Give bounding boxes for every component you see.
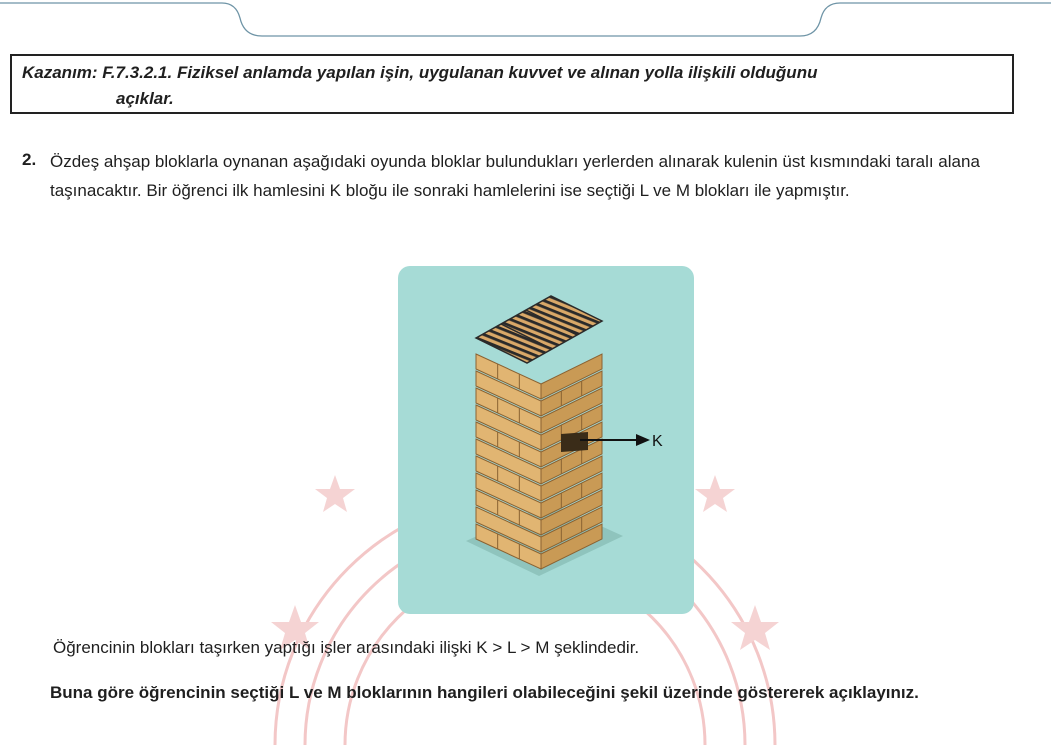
objective-box	[10, 54, 1014, 114]
question-text: Özdeş ahşap bloklarla oynanan aşağıdaki oyunda bloklar bulundukları yerlerden alınarak kulenin üst kısmındaki taralı alana taşınacaktır. Bir öğrenci ilk hamlesini K bloğu ile sonraki hamlelerini ise seçtiği L ve M blokları ile yapmıştır.	[50, 152, 980, 200]
objective-text-line1: Kazanım: F.7.3.2.1. Fiziksel anlamda yapılan işin, uygulanan kuvvet ve alınan yolla ilişkili olduğunu	[22, 63, 818, 82]
k-arrowhead	[636, 434, 650, 446]
relation-statement: Öğrencinin blokları taşırken yaptığı işler arasındaki ilişki K > L > M şeklindedir.	[53, 638, 640, 657]
jenga-tower	[398, 266, 694, 614]
question-number: 2.	[22, 150, 37, 169]
k-label: K	[652, 433, 663, 450]
block-k-gap	[561, 432, 588, 452]
header-tab-outline	[0, 0, 1051, 40]
task-instruction: Buna göre öğrencinin seçtiği L ve M bloklarının hangileri olabileceğini şekil üzerinde göstererek açıklayınız.	[50, 683, 919, 702]
hatched-top-area	[476, 296, 602, 363]
objective-text-line2: açıklar.	[116, 89, 174, 108]
